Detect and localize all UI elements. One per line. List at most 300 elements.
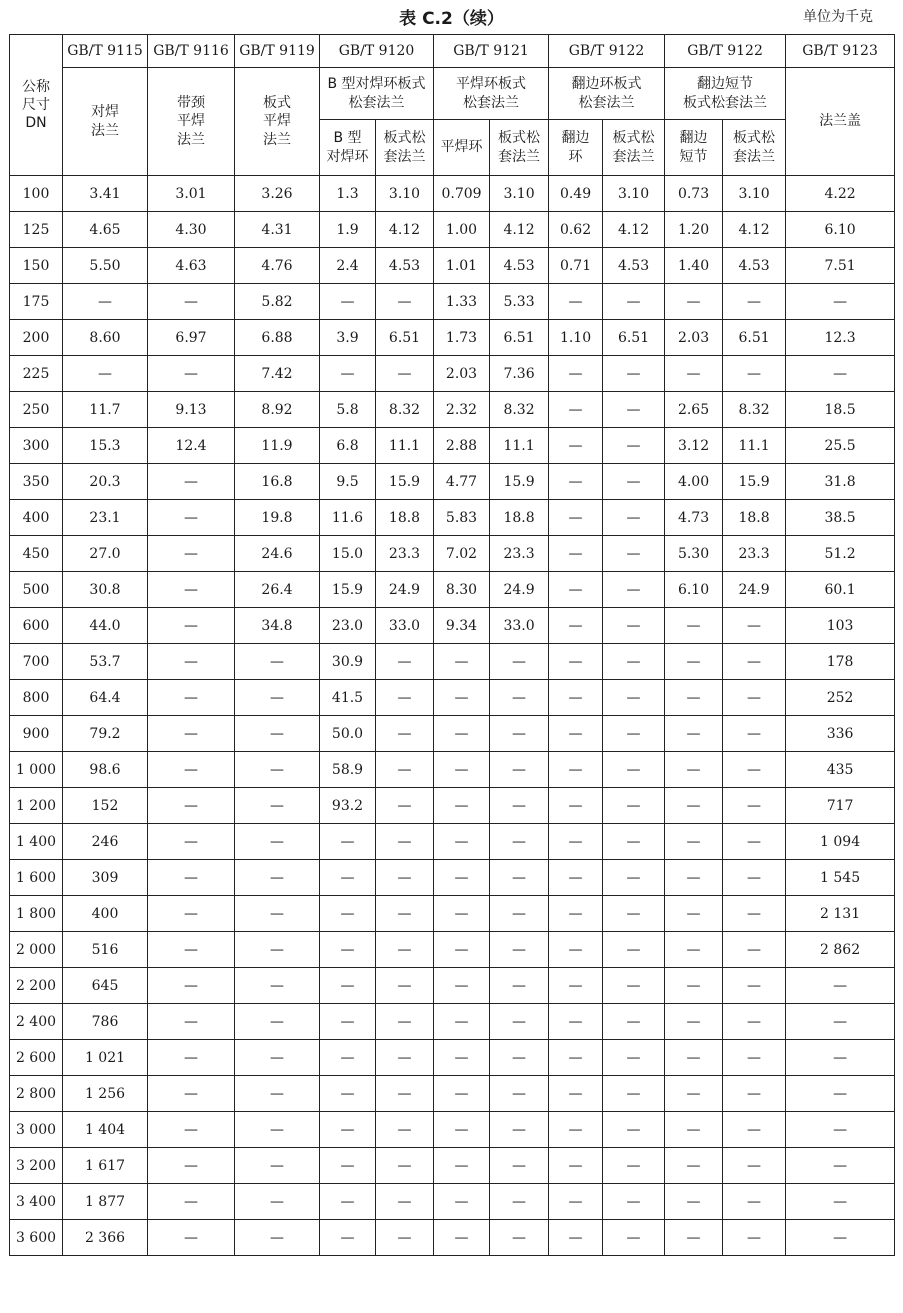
mass-cell: 6.10 — [786, 212, 895, 248]
mass-cell: — — [235, 788, 320, 824]
mass-cell: — — [376, 968, 434, 1004]
mass-cell: — — [723, 932, 786, 968]
mass-cell: — — [376, 752, 434, 788]
mass-cell: — — [148, 1112, 235, 1148]
mass-cell: — — [376, 896, 434, 932]
mass-cell: — — [235, 1004, 320, 1040]
mass-cell: — — [148, 1004, 235, 1040]
mass-cell: 11.7 — [63, 392, 148, 428]
mass-cell: 30.9 — [320, 644, 376, 680]
table-row — [10, 1004, 895, 1040]
mass-cell: — — [786, 968, 895, 1004]
mass-cell: 4.12 — [723, 212, 786, 248]
table-row — [10, 1112, 895, 1148]
mass-cell: — — [665, 896, 723, 932]
mass-cell: 178 — [786, 644, 895, 680]
dn-cell: 1 600 — [10, 860, 63, 896]
dn-cell: 250 — [10, 392, 63, 428]
table-caption: 表 C.2（续） — [399, 9, 504, 29]
mass-cell: — — [665, 1076, 723, 1112]
dn-cell: 2 600 — [10, 1040, 63, 1076]
mass-cell: 2.65 — [665, 392, 723, 428]
mass-cell: — — [434, 1112, 490, 1148]
mass-cell: 53.7 — [63, 644, 148, 680]
mass-cell: 1 021 — [63, 1040, 148, 1076]
dn-cell: 2 000 — [10, 932, 63, 968]
header-type: 翻边环板式 松套法兰 — [549, 68, 665, 120]
mass-cell: 24.9 — [723, 572, 786, 608]
mass-cell: — — [235, 968, 320, 1004]
mass-cell: — — [320, 860, 376, 896]
mass-cell: 4.12 — [490, 212, 549, 248]
mass-cell: — — [665, 860, 723, 896]
mass-cell: 2 862 — [786, 932, 895, 968]
mass-cell: — — [723, 284, 786, 320]
header-sub: 翻边 环 — [549, 120, 603, 176]
mass-cell: — — [786, 1004, 895, 1040]
mass-cell: 6.51 — [723, 320, 786, 356]
dn-cell: 225 — [10, 356, 63, 392]
mass-cell: 23.1 — [63, 500, 148, 536]
mass-cell: — — [148, 500, 235, 536]
dn-cell: 150 — [10, 248, 63, 284]
table-row — [10, 608, 895, 644]
mass-cell: — — [148, 752, 235, 788]
mass-cell: — — [490, 644, 549, 680]
mass-cell: — — [434, 680, 490, 716]
mass-cell: 4.12 — [603, 212, 665, 248]
mass-cell: 18.5 — [786, 392, 895, 428]
mass-cell: 8.32 — [376, 392, 434, 428]
mass-cell: 8.32 — [723, 392, 786, 428]
mass-cell: — — [320, 1112, 376, 1148]
mass-cell: 252 — [786, 680, 895, 716]
mass-cell: — — [148, 284, 235, 320]
mass-cell: — — [235, 1112, 320, 1148]
table-row — [10, 860, 895, 896]
header-std: GB/T 9122 — [665, 35, 786, 68]
mass-cell: — — [786, 1076, 895, 1112]
mass-cell: — — [603, 1076, 665, 1112]
mass-cell: — — [603, 500, 665, 536]
mass-cell: — — [665, 1184, 723, 1220]
mass-cell: 15.3 — [63, 428, 148, 464]
mass-cell: 152 — [63, 788, 148, 824]
mass-cell: 4.30 — [148, 212, 235, 248]
mass-cell: 7.51 — [786, 248, 895, 284]
mass-cell: — — [665, 968, 723, 1004]
mass-cell: — — [549, 1184, 603, 1220]
header-type: 法兰盖 — [786, 68, 895, 176]
mass-cell: — — [235, 932, 320, 968]
mass-cell: — — [376, 1004, 434, 1040]
mass-cell: 4.53 — [376, 248, 434, 284]
header-dn — [10, 35, 63, 176]
header-sub: 板式松 套法兰 — [603, 120, 665, 176]
mass-cell: 3.10 — [723, 176, 786, 212]
mass-cell: — — [434, 932, 490, 968]
mass-cell: — — [665, 284, 723, 320]
mass-cell: 8.92 — [235, 392, 320, 428]
header-type: 带颈 平焊 法兰 — [148, 68, 235, 176]
mass-cell: — — [490, 1184, 549, 1220]
mass-cell: — — [235, 680, 320, 716]
mass-cell: — — [603, 968, 665, 1004]
mass-cell: — — [63, 356, 148, 392]
mass-cell: — — [549, 1040, 603, 1076]
mass-cell: 3.9 — [320, 320, 376, 356]
mass-cell: 27.0 — [63, 536, 148, 572]
mass-cell: 1 545 — [786, 860, 895, 896]
mass-cell: 18.8 — [723, 500, 786, 536]
mass-cell: 8.60 — [63, 320, 148, 356]
mass-cell: 5.50 — [63, 248, 148, 284]
mass-cell: — — [148, 788, 235, 824]
mass-cell: — — [723, 644, 786, 680]
mass-cell: — — [603, 464, 665, 500]
header-sub: 板式松 套法兰 — [376, 120, 434, 176]
table-row — [10, 500, 895, 536]
mass-cell: — — [320, 284, 376, 320]
mass-cell: 26.4 — [235, 572, 320, 608]
mass-cell: 717 — [786, 788, 895, 824]
mass-cell: — — [148, 896, 235, 932]
header-sub: 板式松 套法兰 — [723, 120, 786, 176]
mass-cell: 64.4 — [63, 680, 148, 716]
mass-cell: — — [148, 1184, 235, 1220]
mass-cell: — — [603, 680, 665, 716]
table-row — [10, 356, 895, 392]
table-row — [10, 176, 895, 212]
mass-cell: — — [549, 1076, 603, 1112]
header-type: 翻边短节 板式松套法兰 — [665, 68, 786, 120]
mass-cell: — — [665, 752, 723, 788]
mass-cell: 58.9 — [320, 752, 376, 788]
table-row — [10, 1040, 895, 1076]
table-row — [10, 464, 895, 500]
mass-cell: 309 — [63, 860, 148, 896]
mass-cell: 0.62 — [549, 212, 603, 248]
mass-cell: — — [148, 1076, 235, 1112]
mass-cell: 1.00 — [434, 212, 490, 248]
mass-cell: — — [434, 1148, 490, 1184]
mass-cell: — — [235, 716, 320, 752]
mass-cell: 0.71 — [549, 248, 603, 284]
mass-cell: — — [490, 932, 549, 968]
mass-cell: 23.0 — [320, 608, 376, 644]
mass-cell: — — [148, 644, 235, 680]
mass-cell: — — [434, 968, 490, 1004]
mass-cell: — — [665, 1220, 723, 1256]
mass-cell: 1 404 — [63, 1112, 148, 1148]
mass-cell: — — [376, 1040, 434, 1076]
dn-cell: 500 — [10, 572, 63, 608]
mass-cell: — — [235, 896, 320, 932]
mass-cell: — — [603, 1184, 665, 1220]
mass-cell: — — [549, 572, 603, 608]
dn-cell: 3 000 — [10, 1112, 63, 1148]
table-row — [10, 932, 895, 968]
mass-cell: — — [603, 1040, 665, 1076]
mass-cell: 5.30 — [665, 536, 723, 572]
mass-cell: — — [549, 716, 603, 752]
mass-cell: 9.13 — [148, 392, 235, 428]
mass-cell: — — [376, 824, 434, 860]
header-type: 平焊环板式 松套法兰 — [434, 68, 549, 120]
mass-cell: — — [434, 860, 490, 896]
mass-cell: 38.5 — [786, 500, 895, 536]
mass-cell: — — [603, 644, 665, 680]
header-type: 对焊 法兰 — [63, 68, 148, 176]
mass-cell: — — [490, 1148, 549, 1184]
mass-cell: 6.51 — [603, 320, 665, 356]
dn-cell: 400 — [10, 500, 63, 536]
mass-cell: — — [148, 968, 235, 1004]
mass-cell: 16.8 — [235, 464, 320, 500]
mass-cell: 3.41 — [63, 176, 148, 212]
mass-cell: 18.8 — [376, 500, 434, 536]
mass-cell: — — [376, 1076, 434, 1112]
mass-cell: — — [549, 1004, 603, 1040]
table-row — [10, 572, 895, 608]
mass-cell: — — [235, 1148, 320, 1184]
dn-cell: 300 — [10, 428, 63, 464]
mass-cell: 2.03 — [434, 356, 490, 392]
mass-cell: 1 617 — [63, 1148, 148, 1184]
mass-cell: 3.01 — [148, 176, 235, 212]
table-row — [10, 1220, 895, 1256]
mass-cell: — — [376, 716, 434, 752]
mass-cell: 3.10 — [603, 176, 665, 212]
mass-cell: — — [148, 824, 235, 860]
dn-cell: 1 800 — [10, 896, 63, 932]
mass-cell: — — [603, 1112, 665, 1148]
mass-cell: — — [434, 752, 490, 788]
table-row — [10, 644, 895, 680]
mass-cell: 1 094 — [786, 824, 895, 860]
table-row — [10, 680, 895, 716]
mass-cell: 15.9 — [723, 464, 786, 500]
mass-cell: — — [603, 1004, 665, 1040]
mass-cell: — — [320, 1040, 376, 1076]
mass-cell: — — [235, 824, 320, 860]
mass-cell: — — [549, 464, 603, 500]
mass-cell: — — [376, 284, 434, 320]
mass-cell: 25.5 — [786, 428, 895, 464]
mass-cell: — — [665, 716, 723, 752]
mass-cell: 1 256 — [63, 1076, 148, 1112]
mass-cell: 11.9 — [235, 428, 320, 464]
mass-cell: — — [376, 1184, 434, 1220]
mass-cell: — — [148, 932, 235, 968]
table-row — [10, 428, 895, 464]
mass-cell: — — [549, 824, 603, 860]
mass-cell: 6.97 — [148, 320, 235, 356]
header-std: GB/T 9121 — [434, 35, 549, 68]
mass-cell: — — [723, 608, 786, 644]
mass-cell: 4.53 — [490, 248, 549, 284]
mass-cell: — — [490, 968, 549, 1004]
mass-cell: — — [320, 1148, 376, 1184]
mass-cell: — — [235, 644, 320, 680]
mass-cell: — — [490, 788, 549, 824]
mass-cell: — — [235, 1040, 320, 1076]
mass-cell: — — [320, 896, 376, 932]
mass-cell: — — [603, 572, 665, 608]
mass-cell: — — [235, 752, 320, 788]
mass-cell: — — [148, 1220, 235, 1256]
mass-cell: — — [376, 356, 434, 392]
dn-cell: 3 600 — [10, 1220, 63, 1256]
mass-cell: — — [665, 788, 723, 824]
mass-cell: — — [723, 1040, 786, 1076]
mass-cell: 4.53 — [723, 248, 786, 284]
header-std: GB/T 9116 — [148, 35, 235, 68]
mass-cell: — — [603, 392, 665, 428]
mass-cell: — — [603, 896, 665, 932]
mass-cell: 15.9 — [490, 464, 549, 500]
mass-cell: — — [376, 1112, 434, 1148]
mass-cell: 33.0 — [376, 608, 434, 644]
mass-cell: — — [376, 788, 434, 824]
dn-cell: 1 400 — [10, 824, 63, 860]
mass-cell: 30.8 — [63, 572, 148, 608]
mass-cell: 20.3 — [63, 464, 148, 500]
mass-cell: — — [490, 680, 549, 716]
mass-cell: — — [723, 788, 786, 824]
mass-cell: 4.63 — [148, 248, 235, 284]
unit-label: 单位为千克 — [803, 9, 873, 25]
mass-cell: — — [549, 788, 603, 824]
mass-cell: 79.2 — [63, 716, 148, 752]
table-row — [10, 968, 895, 1004]
mass-cell: 0.709 — [434, 176, 490, 212]
header-std: GB/T 9122 — [549, 35, 665, 68]
mass-cell: 34.8 — [235, 608, 320, 644]
header-std: GB/T 9120 — [320, 35, 434, 68]
table-row — [10, 1148, 895, 1184]
mass-cell: — — [63, 284, 148, 320]
mass-cell: — — [549, 968, 603, 1004]
mass-cell: — — [665, 680, 723, 716]
dn-cell: 700 — [10, 644, 63, 680]
mass-cell: 7.36 — [490, 356, 549, 392]
mass-cell: — — [320, 1184, 376, 1220]
table-row — [10, 1184, 895, 1220]
mass-cell: 8.32 — [490, 392, 549, 428]
dn-cell: 1 200 — [10, 788, 63, 824]
mass-cell: 786 — [63, 1004, 148, 1040]
mass-cell: 2 366 — [63, 1220, 148, 1256]
mass-cell: 9.34 — [434, 608, 490, 644]
mass-cell: 51.2 — [786, 536, 895, 572]
mass-cell: — — [434, 824, 490, 860]
mass-cell: — — [148, 572, 235, 608]
table-row — [10, 248, 895, 284]
header-sub: 平焊环 — [434, 120, 490, 176]
mass-cell: — — [320, 1004, 376, 1040]
mass-cell: 1.3 — [320, 176, 376, 212]
mass-cell: 24.9 — [376, 572, 434, 608]
mass-cell: — — [490, 1004, 549, 1040]
mass-cell: — — [549, 1112, 603, 1148]
mass-cell: 1.73 — [434, 320, 490, 356]
mass-cell: 11.1 — [376, 428, 434, 464]
mass-cell: — — [148, 1040, 235, 1076]
mass-cell: — — [603, 1220, 665, 1256]
table-row — [10, 536, 895, 572]
mass-cell: 5.8 — [320, 392, 376, 428]
mass-cell: — — [235, 1076, 320, 1112]
mass-cell: 15.9 — [320, 572, 376, 608]
mass-cell: 11.1 — [723, 428, 786, 464]
mass-cell: 9.5 — [320, 464, 376, 500]
table-row — [10, 824, 895, 860]
dn-cell: 900 — [10, 716, 63, 752]
mass-cell: — — [490, 1076, 549, 1112]
mass-cell: — — [320, 1076, 376, 1112]
mass-cell: — — [490, 1220, 549, 1256]
mass-cell: — — [549, 1220, 603, 1256]
mass-cell: — — [665, 356, 723, 392]
mass-cell: — — [549, 536, 603, 572]
mass-cell: 1.10 — [549, 320, 603, 356]
mass-cell: 336 — [786, 716, 895, 752]
mass-cell: — — [434, 1076, 490, 1112]
mass-cell: — — [665, 1004, 723, 1040]
mass-cell: — — [148, 680, 235, 716]
dn-cell: 2 800 — [10, 1076, 63, 1112]
mass-cell: — — [490, 1112, 549, 1148]
dn-cell: 450 — [10, 536, 63, 572]
dn-cell: 1 000 — [10, 752, 63, 788]
mass-cell: 11.6 — [320, 500, 376, 536]
mass-cell: — — [434, 1220, 490, 1256]
mass-cell: 7.42 — [235, 356, 320, 392]
mass-cell: 4.76 — [235, 248, 320, 284]
mass-cell: 60.1 — [786, 572, 895, 608]
mass-cell: — — [665, 824, 723, 860]
table-row — [10, 320, 895, 356]
mass-cell: — — [376, 644, 434, 680]
dn-cell: 350 — [10, 464, 63, 500]
mass-cell: — — [434, 644, 490, 680]
mass-cell: 11.1 — [490, 428, 549, 464]
mass-cell: — — [603, 716, 665, 752]
mass-cell: — — [549, 752, 603, 788]
mass-cell: — — [434, 1004, 490, 1040]
mass-cell: — — [235, 860, 320, 896]
mass-cell: 6.8 — [320, 428, 376, 464]
mass-cell: — — [723, 1148, 786, 1184]
mass-cell: 2.32 — [434, 392, 490, 428]
mass-cell: 2.88 — [434, 428, 490, 464]
mass-cell: — — [235, 1220, 320, 1256]
mass-cell: — — [434, 1184, 490, 1220]
mass-cell: — — [665, 1112, 723, 1148]
header-type: B 型对焊环板式 松套法兰 — [320, 68, 434, 120]
mass-cell: — — [376, 860, 434, 896]
mass-cell: — — [723, 860, 786, 896]
dn-cell: 175 — [10, 284, 63, 320]
mass-cell: — — [490, 824, 549, 860]
mass-cell: — — [786, 1040, 895, 1076]
mass-cell: — — [603, 824, 665, 860]
mass-cell: 33.0 — [490, 608, 549, 644]
mass-cell: 2.03 — [665, 320, 723, 356]
mass-cell: — — [490, 716, 549, 752]
mass-cell: — — [320, 1220, 376, 1256]
